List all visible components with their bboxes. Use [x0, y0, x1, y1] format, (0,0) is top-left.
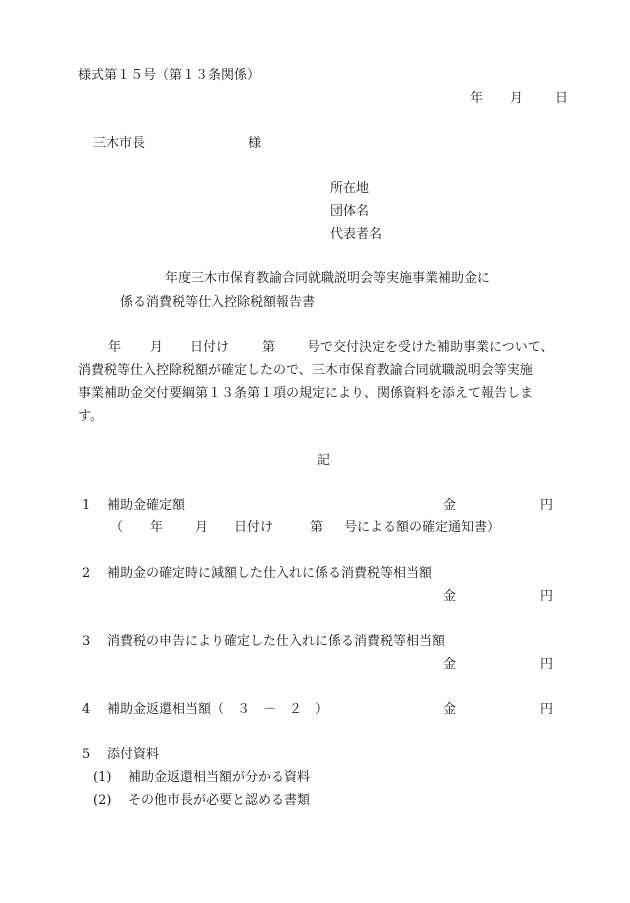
item-1-note-number-prefix: 第: [310, 520, 324, 535]
report-title-line2: 係る消費税等仕入控除税額報告書: [120, 295, 316, 310]
date-year-label: 年: [470, 91, 484, 106]
body-line1-rest: 号で交付決定を受けた補助事業について、: [307, 340, 554, 355]
body-month: 月: [150, 340, 164, 355]
attachments-label: 添付資料: [107, 747, 160, 762]
item-2-label: 補助金の確定時に減額した仕入れに係る消費税等相当額: [107, 566, 433, 581]
item-1-unit: 円: [540, 498, 554, 513]
date-month-label: 月: [510, 91, 524, 106]
item-1-label: 補助金確定額: [107, 498, 186, 513]
item-4-currency: 金: [443, 702, 457, 717]
applicant-organization-label: 団体名: [330, 204, 370, 219]
addressee-honorific: 様: [248, 136, 262, 151]
item-4-label: 補助金返還相当額（ ３ － ２ ）: [107, 702, 329, 717]
applicant-address-label: 所在地: [330, 181, 370, 196]
body-day: 日付け: [190, 340, 230, 355]
applicant-representative-label: 代表者名: [330, 227, 383, 242]
item-1-note-open-paren: （: [110, 520, 124, 535]
attachment-1-text: 補助金返還相当額が分かる資料: [128, 770, 311, 785]
item-1-note-rest: 号による額の確定通知書）: [344, 520, 501, 535]
ki-marker: 記: [317, 453, 331, 468]
item-2-number: 2: [82, 566, 91, 581]
item-1-note-month: 月: [195, 520, 209, 535]
item-1-note-day: 日付け: [234, 520, 274, 535]
item-2-currency: 金: [443, 589, 457, 604]
item-1-currency: 金: [443, 498, 457, 513]
item-3-label: 消費税の申告により確定した仕入れに係る消費税等相当額: [107, 634, 446, 649]
item-1-number: 1: [82, 498, 91, 513]
body-year: 年: [108, 340, 122, 355]
body-line2: 消費税等仕入控除税額が確定したので、三木市保育教諭合同就職説明会等実施: [78, 363, 533, 378]
attachments-number: 5: [82, 747, 91, 762]
report-title-line1: 年度三木市保育教諭合同就職説明会等実施事業補助金に: [165, 271, 491, 286]
addressee-name: 三木市長: [93, 136, 146, 151]
item-1-note-year: 年: [150, 520, 164, 535]
item-3-currency: 金: [443, 657, 457, 672]
item-4-unit: 円: [540, 702, 554, 717]
form-number: 様式第１５号（第１３条関係）: [78, 68, 261, 83]
attachment-2-text: その他市長が必要と認める書類: [128, 793, 311, 808]
attachment-1-marker: (1): [93, 770, 112, 785]
item-2-unit: 円: [540, 589, 554, 604]
body-number-prefix: 第: [262, 340, 276, 355]
item-3-number: 3: [82, 634, 91, 649]
body-line4: す。: [78, 409, 103, 424]
item-4-number: 4: [82, 702, 91, 717]
attachment-2-marker: (2): [93, 793, 112, 808]
item-3-unit: 円: [540, 657, 554, 672]
date-day-label: 日: [555, 91, 569, 106]
body-line3: 事業補助金交付要綱第１３条第１項の規定により、関係資料を添えて報告しま: [78, 386, 534, 401]
